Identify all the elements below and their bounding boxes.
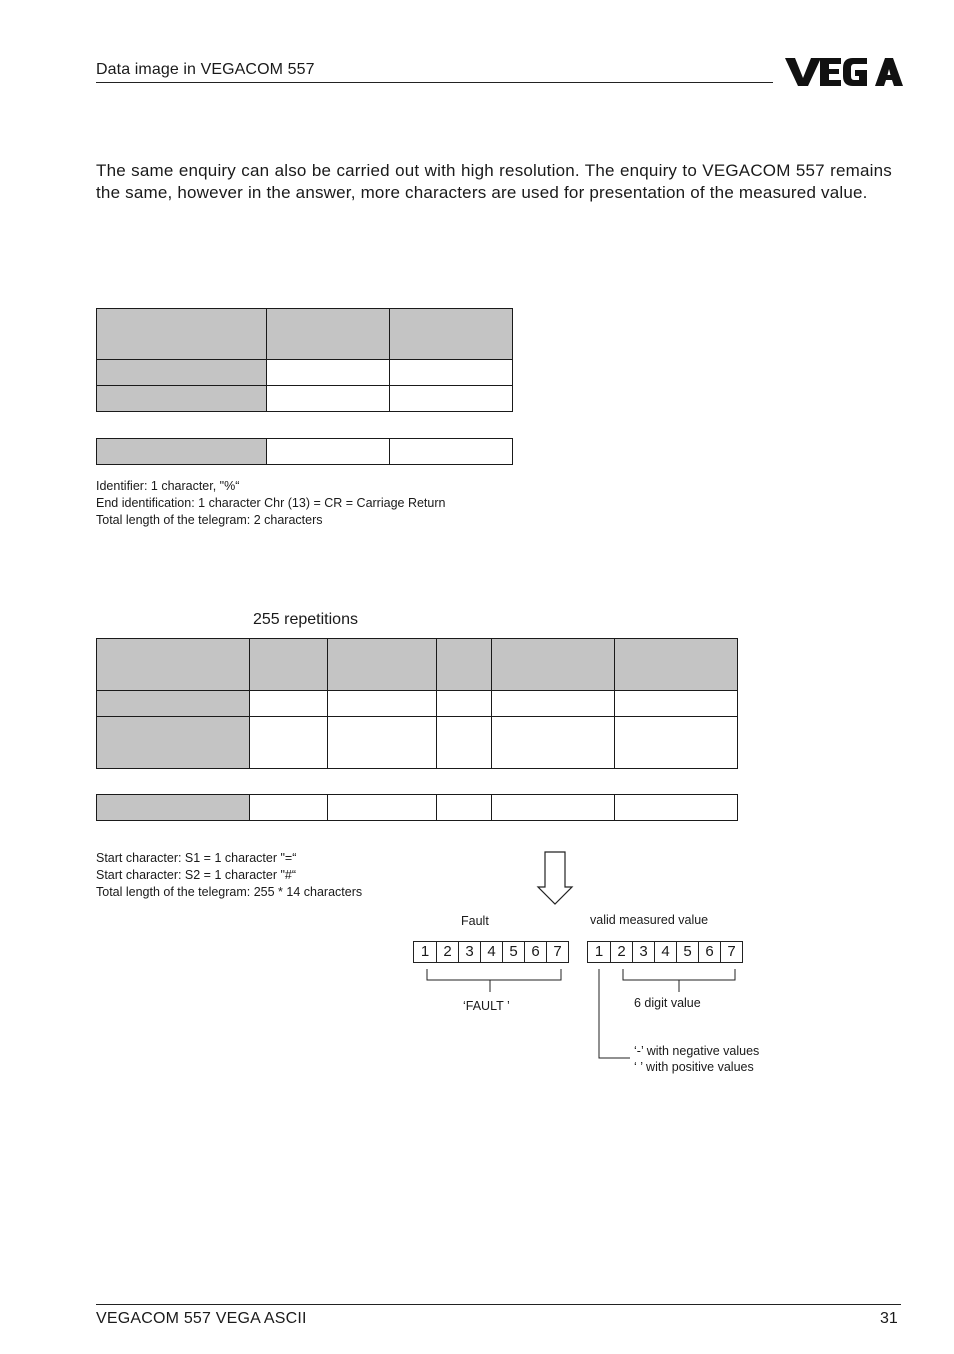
fault-text: ‘FAULT ’ [463,999,510,1013]
sign-notes [634,1043,759,1075]
page-number: 31 [880,1310,898,1327]
digit-box: 5 [676,942,698,962]
digit-box: 4 [480,942,502,962]
digit-box: 2 [610,942,632,962]
digit-box: 4 [654,942,676,962]
valid-label: valid measured value [590,913,709,927]
footer-title: VEGACOM 557 VEGA ASCII [96,1310,307,1327]
digit-box: 6 [524,942,546,962]
digit-box: 7 [546,942,568,962]
digit-box: 7 [720,942,742,962]
note-line: Total length of the telegram: 255 * 14 characters [96,885,363,899]
note-line: Start character: S1 = 1 character "=“ [96,851,297,865]
sign-negative: ‘-’ with negative values [634,1044,760,1058]
six-digit-label: 6 digit value [634,996,701,1010]
digit-box: 6 [698,942,720,962]
valid-digit-boxes [587,941,743,963]
digit-box: 2 [436,942,458,962]
page-header-title: Data image in VEGACOM 557 [96,61,315,78]
digit-box: 1 [420,943,430,960]
note-line: Start character: S2 = 1 character "#“ [96,868,297,882]
note-line: Identifier: 1 character, "%“ [96,479,240,493]
note-line: End identification: 1 character Chr (13) = CR = Carriage Return [96,496,446,510]
six-digit-bracket [623,969,735,980]
fault-label: Fault [461,914,489,928]
digit-box: 3 [458,942,480,962]
down-arrow-icon [538,852,572,904]
digit-box: 5 [502,942,524,962]
fault-bracket [427,969,561,980]
footer-rule [96,1304,901,1305]
note-line: Total length of the telegram: 2 characters [96,513,323,527]
sign-positive: ‘ ’ with positive values [634,1060,754,1074]
intro-paragraph: The same enquiry can also be carried out with high resolution. The enquiry to VEGACOM 557 remains the same, however in the answer, more characters are used for presentation of the measured value. [96,161,892,202]
repetitions-label: 255 repetitions [253,611,358,628]
digit-box: 1 [594,943,604,960]
digit-box: 3 [632,942,654,962]
sign-pointer [599,969,630,1058]
fault-digit-boxes [413,941,569,963]
